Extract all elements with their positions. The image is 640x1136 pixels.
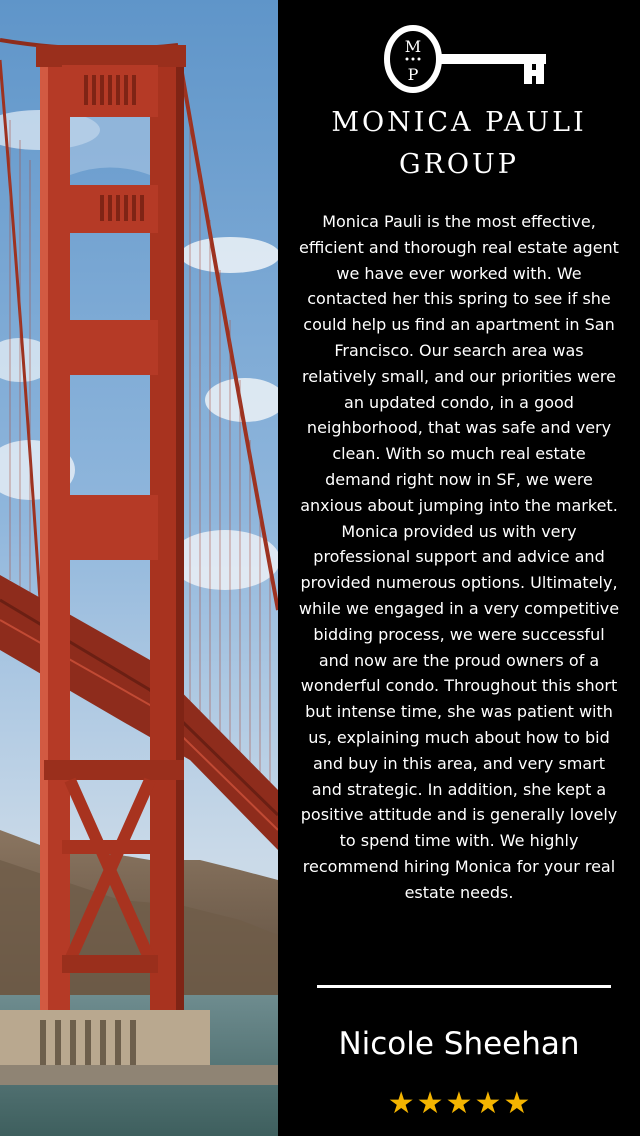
testimonial-text: Monica Pauli is the most effective, efficient and thorough real estate agent we have ever worked with. We contacted her this spring to see if she could help us find an apartment in San Francisco. Our search area was relatively small, and our priorities were an updated condo, in a good neighborhood, that was safe and very clean. With so much real estate demand right now in SF, we were anxious about jumping into the market. Monica provided us with very professional support and advice and provided numerous options. Ultimately, while we engaged in a very competitive bidding process, we were successful and now are the proud owners of a wonderful condo. Throughout this short but intense time, she was patient with us, explaining much about how to bid and buy in this area, and very smart and strategic. In addition, she kept a positive attitude and is generally lovely to spend time with. We highly recommend hiring Monica for your real estate needs.: [298, 212, 620, 902]
divider: [317, 985, 611, 988]
star-icon: ★: [387, 1087, 415, 1120]
star-icon: ★: [503, 1087, 531, 1120]
star-icon: ★: [445, 1087, 473, 1120]
brand-line-2: GROUP: [399, 149, 519, 180]
brand-name: [278, 102, 640, 186]
star-icon: ★: [416, 1087, 444, 1120]
author-name: Nicole Sheehan: [338, 1026, 580, 1062]
key-icon: [278, 0, 640, 100]
logo-letter-p: P: [407, 65, 419, 84]
star-rating: [278, 1086, 640, 1122]
logo-letter-m: M: [404, 37, 422, 56]
testimonial-panel: [278, 0, 640, 1136]
star-icon: ★: [474, 1087, 502, 1120]
brand-line-1: MONICA PAULI: [331, 107, 587, 138]
bridge-photo: [0, 0, 278, 1136]
